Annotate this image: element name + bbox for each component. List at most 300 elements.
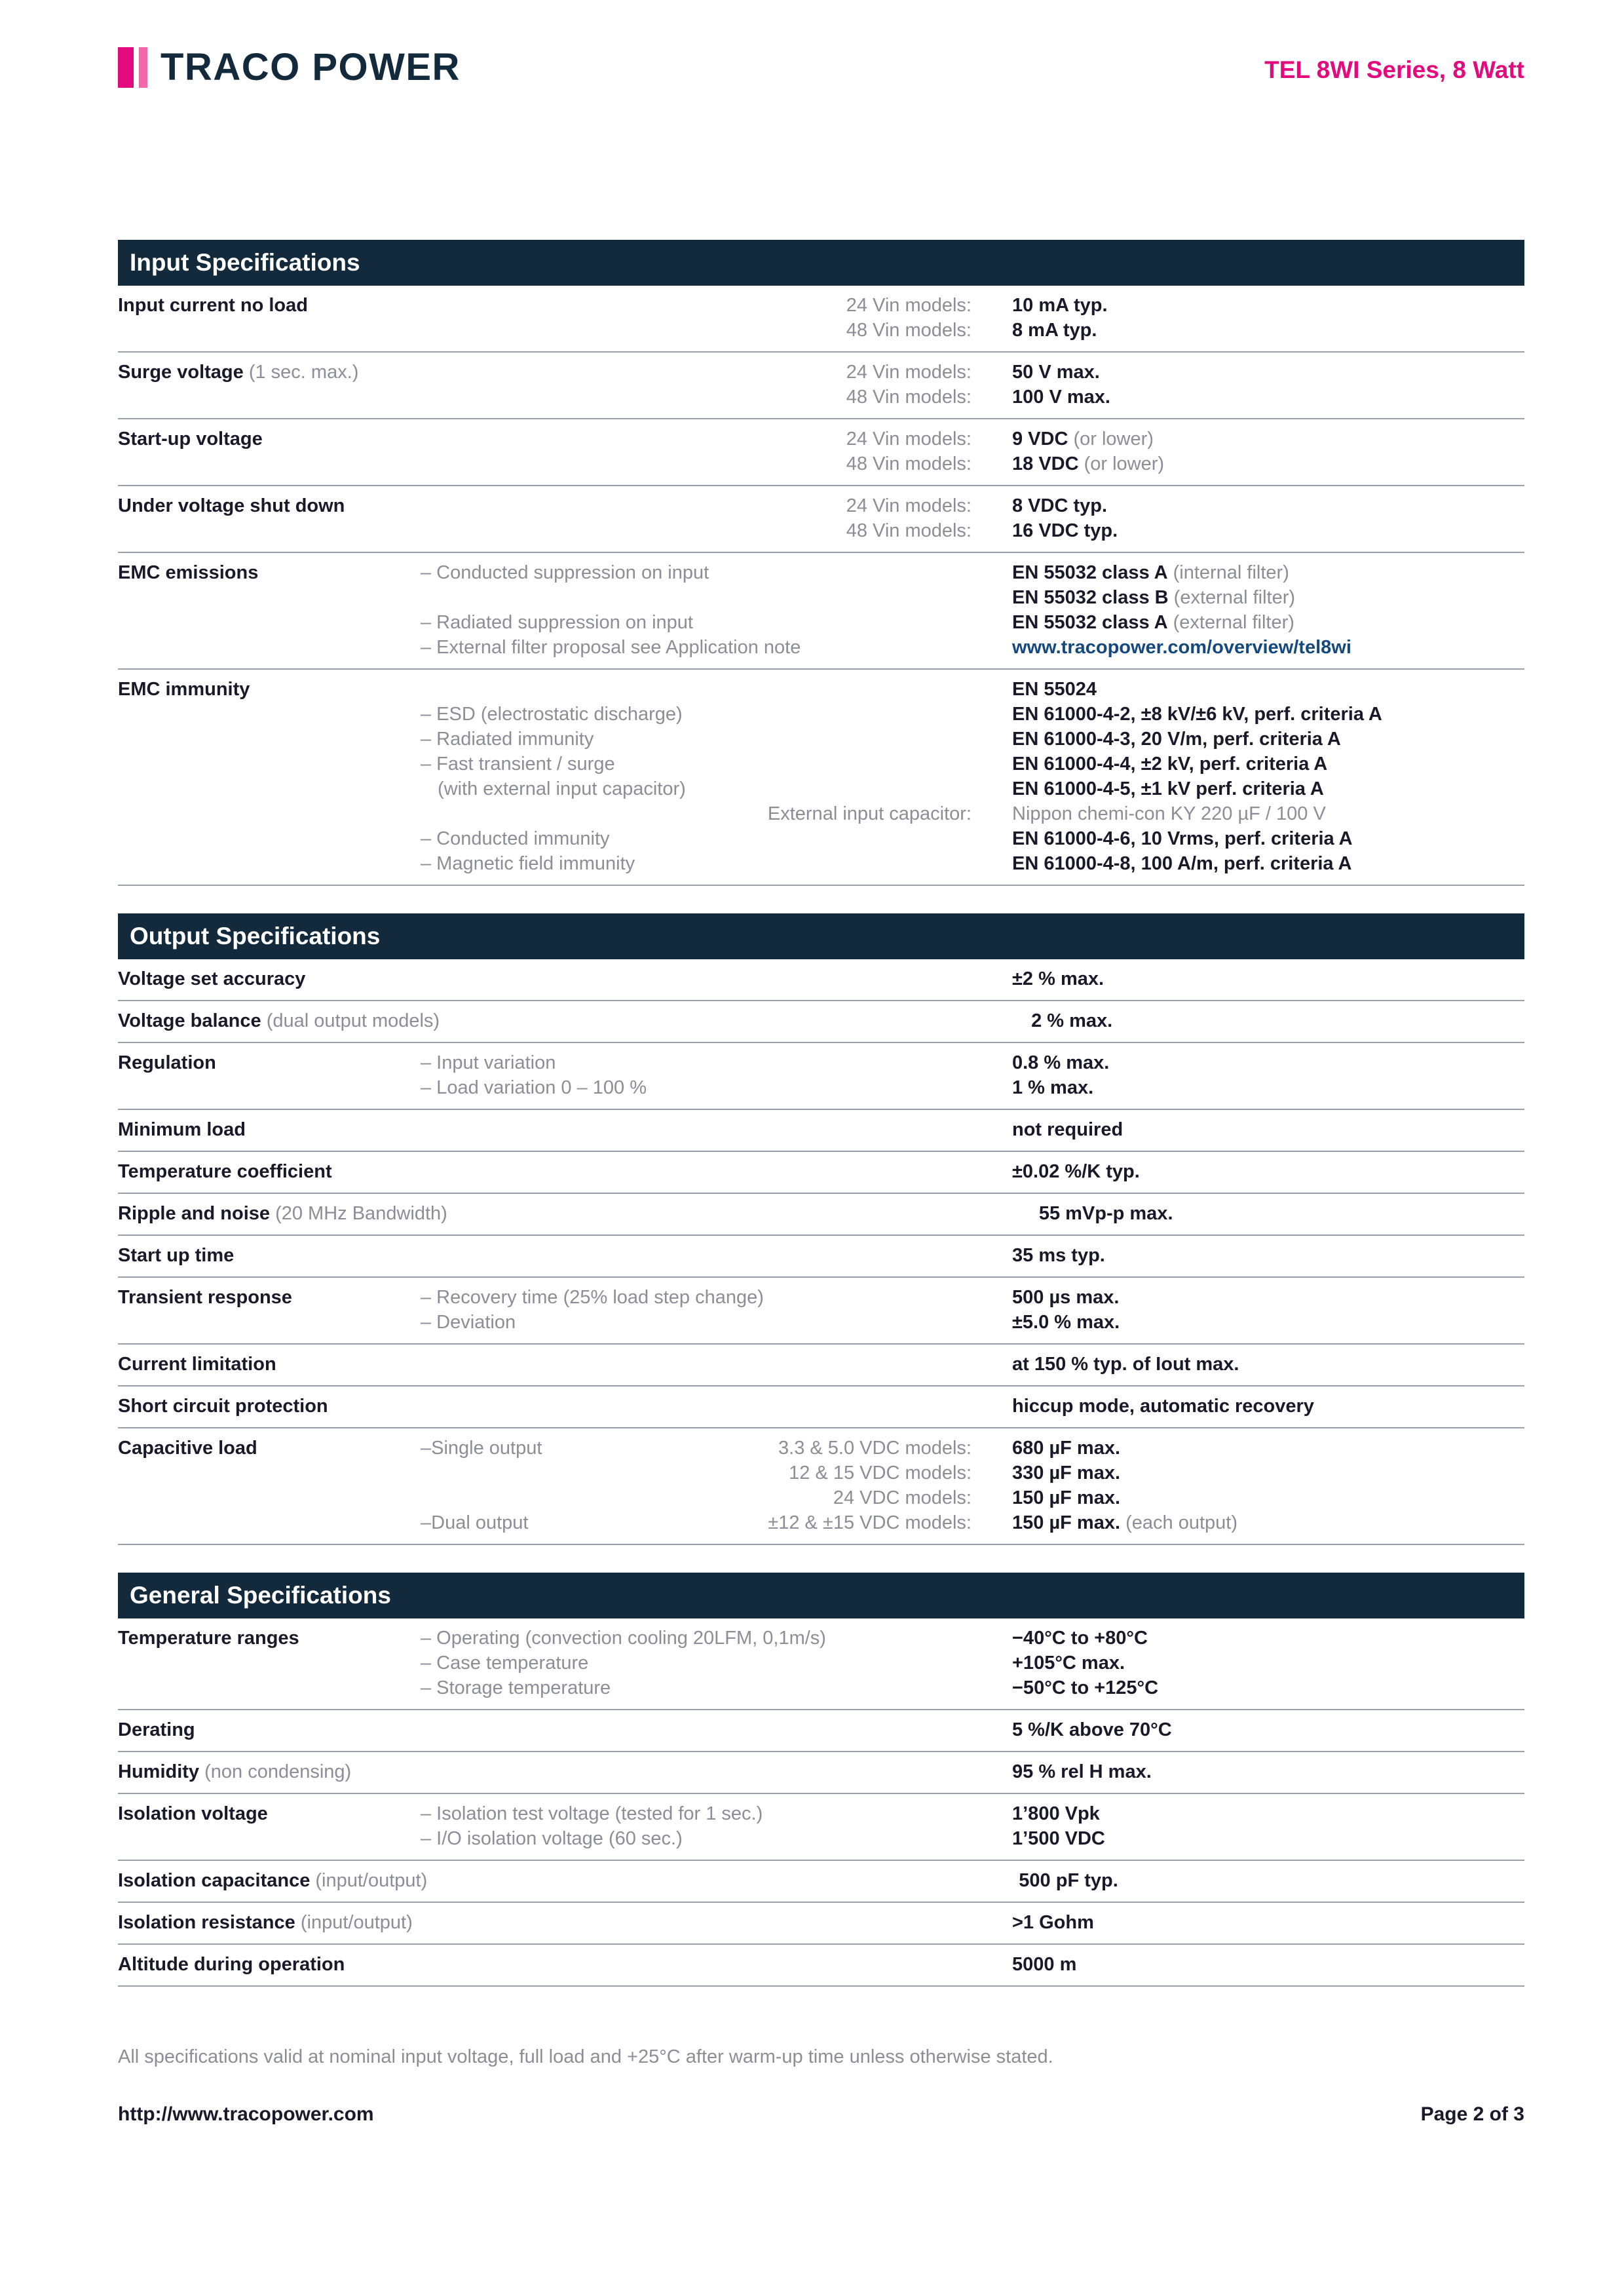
logo-bar (139, 47, 147, 88)
spec-value: −40°C to +80°C (1012, 1628, 1148, 1649)
spec-label-text: Voltage set accuracy (118, 968, 306, 989)
spec-line (447, 1201, 1524, 1226)
spec-descriptor-left: – Conducted suppression on input (421, 562, 709, 583)
spec-label-text: Input current no load (118, 295, 308, 316)
spec-value: EN 61000-4-4, ±2 kV, perf. criteria A (1012, 754, 1328, 775)
spec-row-transient-response (118, 1278, 1524, 1345)
spec-row-humidity (118, 1752, 1524, 1794)
spec-value: EN 61000-4-8, 100 A/m, perf. criteria A (1012, 853, 1352, 874)
spec-row-regulation (118, 1043, 1524, 1110)
spec-label-text: Voltage balance (118, 1010, 261, 1031)
spec-value-cell (1012, 1826, 1524, 1851)
spec-label-text: Under voltage shut down (118, 495, 345, 516)
spec-label (118, 1394, 421, 1419)
spec-descriptor-left: – Load variation 0 – 100 % (421, 1077, 647, 1098)
spec-value-cell (1012, 966, 1524, 991)
spec-descriptor (440, 1008, 1031, 1033)
spec-descriptor (421, 385, 1012, 410)
spec-lines (421, 1436, 1524, 1535)
spec-lines (421, 966, 1524, 991)
spec-label (118, 1910, 421, 1935)
spec-row-temperature-ranges (118, 1618, 1524, 1710)
spec-descriptor (421, 360, 1012, 385)
spec-label-note: (input/output) (310, 1870, 428, 1891)
spec-line (421, 1352, 1524, 1377)
spec-value: 16 VDC typ. (1012, 520, 1118, 541)
spec-label-text: Regulation (118, 1052, 216, 1073)
spec-label (118, 1801, 421, 1851)
spec-value-cell (1012, 1675, 1524, 1700)
spec-label-text: EMC emissions (118, 562, 259, 583)
spec-descriptor (421, 451, 1012, 476)
spec-value-cell (1012, 560, 1524, 585)
spec-value-cell (1012, 1510, 1524, 1535)
spec-descriptor-right: 24 VDC models: (833, 1487, 972, 1508)
spec-value-cell (1012, 1394, 1524, 1419)
spec-descriptor-right: 48 Vin models: (846, 520, 972, 541)
spec-value: not required (1012, 1119, 1124, 1140)
spec-value-cell (1012, 1352, 1524, 1377)
spec-descriptor (421, 1285, 1012, 1310)
spec-line (421, 427, 1524, 451)
spec-value-cell (1039, 1201, 1524, 1226)
spec-value: 150 µF max. (1012, 1487, 1121, 1508)
spec-label-text: Altitude during operation (118, 1954, 345, 1975)
spec-line (421, 826, 1524, 851)
spec-value-cell (1012, 1243, 1524, 1268)
spec-value-note: (or lower) (1078, 453, 1165, 474)
spec-row-altitude-during-operation (118, 1945, 1524, 1987)
spec-label (118, 1285, 421, 1335)
spec-value-cell (1012, 1626, 1524, 1651)
spec-line (421, 293, 1524, 318)
spec-line (421, 1675, 1524, 1700)
spec-descriptor (421, 1651, 1012, 1675)
spec-descriptor (421, 1485, 1012, 1510)
spec-descriptor (421, 1826, 1012, 1851)
spec-label-text: Ripple and noise (118, 1203, 271, 1224)
spec-label-text: Isolation voltage (118, 1803, 268, 1824)
spec-line (421, 1117, 1524, 1142)
spec-value: 35 ms typ. (1012, 1245, 1105, 1266)
spec-lines (421, 1626, 1524, 1700)
spec-line (421, 752, 1524, 776)
spec-label (118, 1626, 421, 1700)
section-header-output-specifications: Output Specifications (118, 913, 1524, 959)
spec-descriptor-left: – Magnetic field immunity (421, 853, 635, 874)
spec-line (421, 1626, 1524, 1651)
spec-lines (421, 560, 1524, 660)
section-header-input-specifications: Input Specifications (118, 240, 1524, 286)
spec-value-cell (1012, 1485, 1524, 1510)
spec-value: 500 µs max. (1012, 1287, 1120, 1308)
spec-label-text: Current limitation (118, 1354, 276, 1375)
spec-line (421, 1394, 1524, 1419)
spec-line (421, 635, 1524, 660)
spec-row-isolation-capacitance (118, 1861, 1524, 1903)
spec-descriptor (421, 560, 1012, 585)
spec-value: Nippon chemi-con KY 220 µF / 100 V (1012, 803, 1326, 824)
spec-label (118, 1243, 421, 1268)
spec-label-text: Transient response (118, 1287, 292, 1308)
spec-value-cell (1012, 727, 1524, 752)
spec-descriptor-left: – Operating (convection cooling 20LFM, 0,1m/s) (421, 1628, 826, 1649)
spec-descriptor (421, 1050, 1012, 1075)
spec-descriptor-left: – Isolation test voltage (tested for 1 sec.) (421, 1803, 763, 1824)
spec-value: ±0.02 %/K typ. (1012, 1161, 1140, 1182)
spec-descriptor-right: 24 Vin models: (846, 362, 972, 383)
spec-descriptor (421, 966, 1012, 991)
spec-value-note: (each output) (1120, 1512, 1237, 1533)
spec-descriptor (421, 585, 1012, 610)
spec-lines (421, 360, 1524, 410)
spec-line (421, 1050, 1524, 1075)
spec-descriptor (421, 1075, 1012, 1100)
spec-label (118, 360, 421, 410)
spec-row-temperature-coefficient (118, 1152, 1524, 1194)
spec-value-cell (1012, 1117, 1524, 1142)
spec-label-note: (input/output) (295, 1912, 413, 1933)
spec-descriptor (421, 1310, 1012, 1335)
spec-label-text: Short circuit protection (118, 1396, 328, 1417)
spec-descriptor-left: –Dual output (421, 1512, 529, 1533)
spec-value: 2 % max. (1031, 1010, 1113, 1031)
spec-label (118, 1436, 421, 1535)
spec-value-cell (1012, 1285, 1524, 1310)
spec-line (421, 966, 1524, 991)
spec-descriptor (421, 1159, 1012, 1184)
spec-value-cell (1012, 451, 1524, 476)
logo-wordmark: TRACO POWER (161, 46, 461, 88)
spec-descriptor-left: – Conducted immunity (421, 828, 610, 849)
spec-line (421, 801, 1524, 826)
spec-value: 10 mA typ. (1012, 295, 1108, 316)
spec-row-capacitive-load (118, 1428, 1524, 1545)
spec-label (118, 493, 421, 543)
spec-value: 1’500 VDC (1012, 1828, 1105, 1849)
spec-value-cell (1031, 1008, 1524, 1033)
spec-descriptor (421, 318, 1012, 343)
spec-line (421, 1759, 1524, 1784)
spec-descriptor (421, 610, 1012, 635)
spec-label-text: Start-up voltage (118, 429, 263, 450)
spec-line (421, 677, 1524, 702)
spec-line (421, 1436, 1524, 1461)
logo-bar (118, 47, 134, 88)
spec-lines (427, 1868, 1524, 1893)
spec-row-voltage-balance (118, 1001, 1524, 1043)
spec-descriptor (421, 1436, 1012, 1461)
spec-value-cell (1012, 826, 1524, 851)
spec-value-note: (external filter) (1168, 587, 1296, 608)
spec-descriptor (421, 493, 1012, 518)
spec-value-cell (1012, 493, 1524, 518)
spec-descriptor (421, 1352, 1012, 1377)
spec-label (118, 1717, 421, 1742)
spec-line (421, 1651, 1524, 1675)
spec-value: at 150 % typ. of Iout max. (1012, 1354, 1239, 1375)
spec-lines (421, 1910, 1524, 1935)
spec-descriptor (427, 1868, 1019, 1893)
spec-lines (421, 1159, 1524, 1184)
spec-row-emc-emissions (118, 553, 1524, 670)
spec-descriptor (421, 1717, 1012, 1742)
spec-value-cell (1012, 1075, 1524, 1100)
spec-label (118, 1201, 447, 1226)
spec-label-text: EMC immunity (118, 679, 250, 700)
spec-value-cell (1012, 1461, 1524, 1485)
spec-descriptor-right: 48 Vin models: (846, 320, 972, 341)
spec-label-text: Minimum load (118, 1119, 246, 1140)
spec-line (421, 1159, 1524, 1184)
spec-lines (421, 1243, 1524, 1268)
spec-row-ripple-and-noise (118, 1194, 1524, 1236)
spec-label (118, 1159, 421, 1184)
spec-value: 0.8 % max. (1012, 1052, 1110, 1073)
spec-descriptor-left: – I/O isolation voltage (60 sec.) (421, 1828, 683, 1849)
spec-label (118, 677, 421, 876)
spec-value: 8 mA typ. (1012, 320, 1097, 341)
spec-value: EN 55032 class B (1012, 587, 1169, 608)
spec-value: 100 V max. (1012, 387, 1110, 408)
spec-value: +105°C max. (1012, 1653, 1125, 1674)
traco-power-logo (118, 47, 461, 88)
spec-row-isolation-voltage (118, 1794, 1524, 1861)
spec-value-cell (1012, 585, 1524, 610)
spec-line (421, 1243, 1524, 1268)
spec-value-cell (1012, 518, 1524, 543)
spec-line (421, 1910, 1524, 1935)
spec-value-cell (1012, 851, 1524, 876)
spec-value-note: (or lower) (1068, 429, 1154, 450)
spec-label-note: (non condensing) (199, 1761, 352, 1782)
spec-label-text: Isolation resistance (118, 1912, 295, 1933)
spec-line (421, 1485, 1524, 1510)
spec-lines (421, 1952, 1524, 1977)
spec-value-cell (1012, 427, 1524, 451)
spec-label-note: (20 MHz Bandwidth) (270, 1203, 447, 1224)
spec-row-current-limitation (118, 1345, 1524, 1387)
spec-value-cell (1012, 293, 1524, 318)
spec-descriptor-left: – Case temperature (421, 1653, 589, 1674)
spec-label-text: Temperature ranges (118, 1628, 299, 1649)
spec-descriptor (421, 727, 1012, 752)
spec-value: hiccup mode, automatic recovery (1012, 1396, 1314, 1417)
spec-descriptor (421, 1910, 1012, 1935)
spec-value-cell (1012, 1717, 1524, 1742)
spec-lines (421, 1759, 1524, 1784)
spec-label (118, 560, 421, 660)
spec-row-short-circuit-protection (118, 1387, 1524, 1428)
spec-label (118, 1050, 421, 1100)
spec-value: EN 55032 class A (1012, 612, 1168, 633)
spec-value: EN 61000-4-5, ±1 kV perf. criteria A (1012, 778, 1324, 799)
website-link[interactable]: http://www.tracopower.com (118, 2103, 374, 2125)
spec-label-text: Temperature coefficient (118, 1161, 332, 1182)
spec-descriptor (421, 1801, 1012, 1826)
spec-row-start-up-time (118, 1236, 1524, 1278)
spec-lines (421, 1801, 1524, 1851)
validity-note: All specifications valid at nominal input voltage, full load and +25°C after warm-up time unless otherwise stated. (118, 2046, 1053, 2067)
spec-lines (421, 1352, 1524, 1377)
spec-descriptor (421, 1510, 1012, 1535)
spec-value-cell (1012, 677, 1524, 702)
spec-descriptor (421, 1461, 1012, 1485)
spec-value: EN 55032 class A (1012, 562, 1168, 583)
spec-descriptor (421, 826, 1012, 851)
spec-value: ±5.0 % max. (1012, 1312, 1120, 1333)
spec-value: 8 VDC typ. (1012, 495, 1108, 516)
spec-descriptor-left: – Storage temperature (421, 1677, 611, 1698)
spec-descriptor-right: ±12 & ±15 VDC models: (768, 1512, 972, 1533)
spec-line (421, 702, 1524, 727)
spec-lines (447, 1201, 1524, 1226)
spec-row-emc-immunity (118, 670, 1524, 886)
spec-descriptor (421, 1759, 1012, 1784)
spec-descriptor (447, 1201, 1039, 1226)
spec-label-text: Derating (118, 1719, 195, 1740)
spec-label (118, 1952, 421, 1977)
spec-value: 18 VDC (1012, 453, 1079, 474)
page-number: Page 2 of 3 (1420, 2103, 1524, 2125)
spec-descriptor (421, 776, 1012, 801)
spec-value: EN 61000-4-2, ±8 kV/±6 kV, perf. criteria A (1012, 704, 1382, 725)
spec-descriptor-right: 24 Vin models: (846, 495, 972, 516)
spec-descriptor (421, 293, 1012, 318)
spec-descriptor (421, 1243, 1012, 1268)
spec-label-note: (1 sec. max.) (243, 362, 359, 383)
spec-line (421, 1826, 1524, 1851)
spec-descriptor-right: 24 Vin models: (846, 295, 972, 316)
spec-descriptor (421, 677, 1012, 702)
spec-value: ±2 % max. (1012, 968, 1105, 989)
spec-value-cell (1012, 1436, 1524, 1461)
spec-descriptor-left: – ESD (electrostatic discharge) (421, 704, 683, 725)
spec-row-derating (118, 1710, 1524, 1752)
spec-value: 50 V max. (1012, 362, 1100, 383)
spec-lines (421, 677, 1524, 876)
spec-descriptor-left: – Radiated suppression on input (421, 612, 693, 633)
spec-value-cell (1012, 801, 1524, 826)
spec-descriptor-left: – External filter proposal see Application note (421, 637, 801, 658)
spec-value-cell (1012, 318, 1524, 343)
spec-sections (118, 240, 1524, 1987)
spec-descriptor (421, 635, 1012, 660)
spec-descriptor (421, 1675, 1012, 1700)
spec-value: 150 µF max. (1012, 1512, 1121, 1533)
spec-row-surge-voltage (118, 353, 1524, 419)
spec-line (421, 1285, 1524, 1310)
spec-line (421, 1461, 1524, 1485)
spec-value-cell (1012, 752, 1524, 776)
spec-line (421, 1510, 1524, 1535)
spec-descriptor (421, 702, 1012, 727)
spec-value-cell (1012, 1050, 1524, 1075)
spec-label (118, 427, 421, 476)
document-header (118, 47, 1524, 88)
spec-line (421, 451, 1524, 476)
spec-descriptor-right: External input capacitor: (767, 803, 972, 824)
spec-value-note: (internal filter) (1167, 562, 1289, 583)
spec-value-cell (1012, 1310, 1524, 1335)
spec-descriptor-left: – Deviation (421, 1312, 516, 1333)
spec-line (421, 1801, 1524, 1826)
spec-descriptor (421, 1394, 1012, 1419)
spec-value-note: (external filter) (1167, 612, 1294, 633)
spec-line (421, 1717, 1524, 1742)
spec-lines (440, 1008, 1524, 1033)
spec-descriptor-left: –Single output (421, 1438, 542, 1459)
spec-value: EN 61000-4-3, 20 V/m, perf. criteria A (1012, 729, 1341, 750)
spec-value-cell (1012, 1952, 1524, 1977)
spec-line (440, 1008, 1524, 1033)
section-header-general-specifications: General Specifications (118, 1573, 1524, 1618)
spec-value-cell (1012, 610, 1524, 635)
spec-value-cell (1012, 385, 1524, 410)
spec-descriptor (421, 1626, 1012, 1651)
spec-line (421, 585, 1524, 610)
spec-line (421, 1310, 1524, 1335)
spec-value-cell (1012, 360, 1524, 385)
spec-descriptor (421, 1952, 1012, 1977)
spec-lines (421, 1050, 1524, 1100)
spec-descriptor (421, 427, 1012, 451)
spec-value-cell (1012, 776, 1524, 801)
spec-line (421, 360, 1524, 385)
spec-value: 55 mVp-p max. (1038, 1203, 1173, 1224)
spec-line (421, 727, 1524, 752)
spec-label-note: (dual output models) (261, 1010, 440, 1031)
spec-lines (421, 1117, 1524, 1142)
spec-label (118, 1759, 421, 1784)
spec-value: 5 %/K above 70°C (1012, 1719, 1172, 1740)
spec-descriptor-right: 3.3 & 5.0 VDC models: (778, 1438, 972, 1459)
spec-line (421, 1952, 1524, 1977)
spec-label-text: Capacitive load (118, 1438, 257, 1459)
spec-descriptor-left: – Radiated immunity (421, 729, 594, 750)
spec-descriptor-left: – Input variation (421, 1052, 556, 1073)
spec-line (421, 385, 1524, 410)
spec-lines (421, 427, 1524, 476)
spec-value: EN 61000-4-6, 10 Vrms, perf. criteria A (1012, 828, 1353, 849)
spec-label (118, 1352, 421, 1377)
spec-label-text: Surge voltage (118, 362, 244, 383)
spec-value-cell (1012, 1910, 1524, 1935)
spec-label (118, 293, 421, 343)
spec-row-under-voltage-shut-down (118, 486, 1524, 553)
spec-line (421, 610, 1524, 635)
spec-descriptor-right: 48 Vin models: (846, 453, 972, 474)
spec-row-start-up-voltage (118, 419, 1524, 486)
spec-row-isolation-resistance (118, 1903, 1524, 1945)
spec-label (118, 1117, 421, 1142)
page-footer (118, 2103, 1524, 2126)
spec-descriptor-left: – Recovery time (25% load step change) (421, 1287, 764, 1308)
spec-line (421, 851, 1524, 876)
spec-descriptor (421, 801, 1012, 826)
spec-lines (421, 293, 1524, 343)
spec-value-link[interactable]: www.tracopower.com/overview/tel8wi (1012, 637, 1351, 658)
spec-value-cell (1012, 1801, 1524, 1826)
spec-descriptor-right: 24 Vin models: (846, 429, 972, 450)
spec-line (421, 518, 1524, 543)
spec-lines (421, 1394, 1524, 1419)
spec-value: 330 µF max. (1012, 1463, 1121, 1483)
spec-value: 9 VDC (1012, 429, 1068, 450)
spec-descriptor-left: (with external input capacitor) (438, 778, 686, 799)
spec-descriptor (421, 1117, 1012, 1142)
spec-row-minimum-load (118, 1110, 1524, 1152)
